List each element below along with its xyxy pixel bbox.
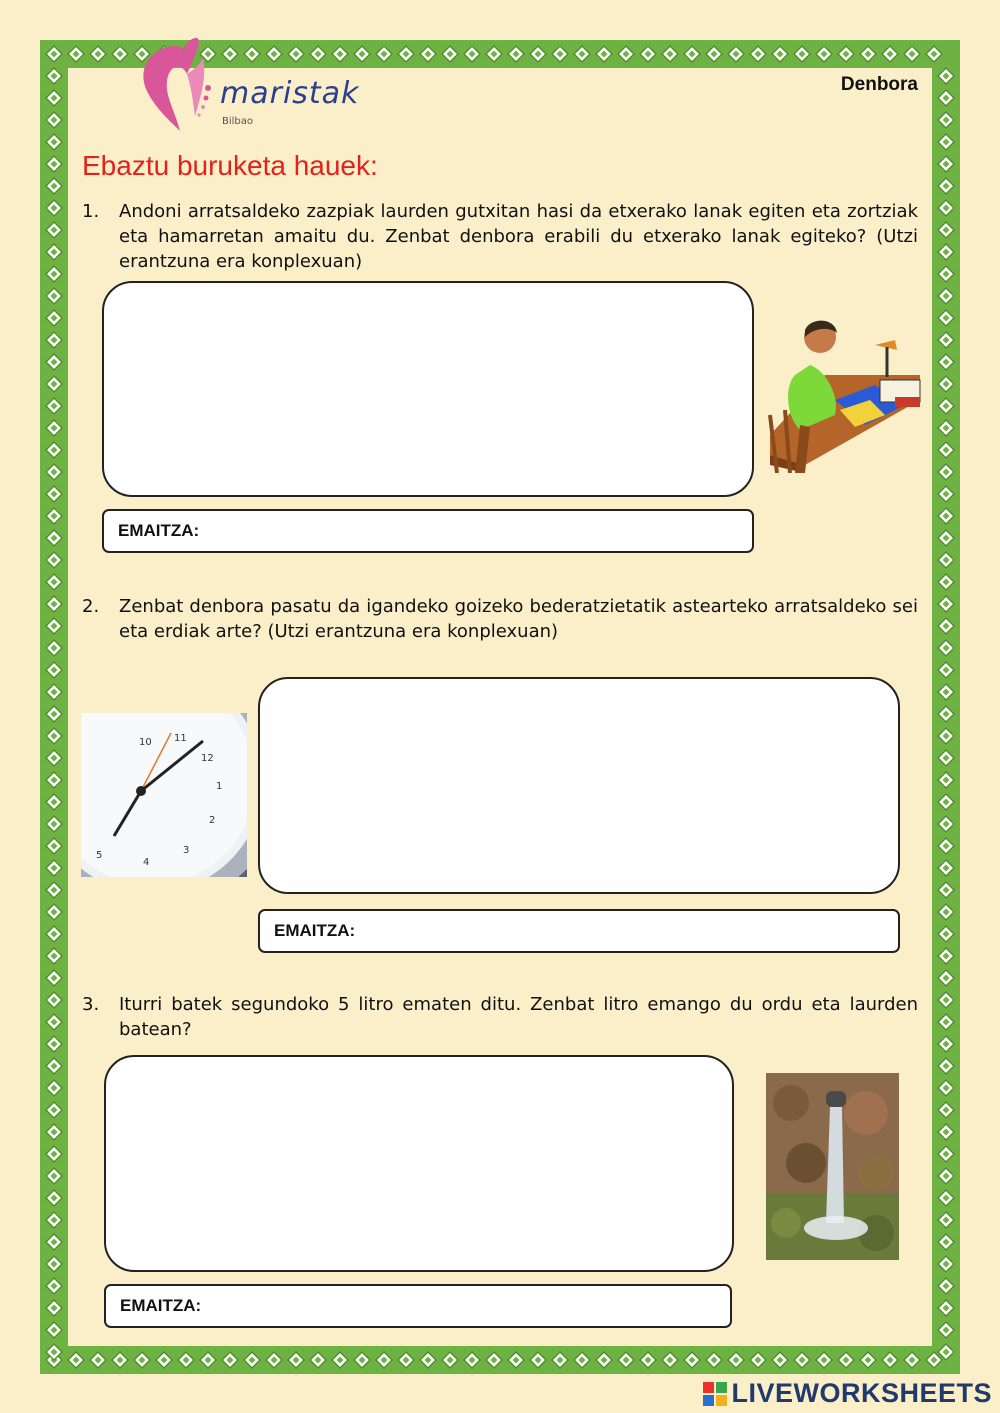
question-text: Andoni arratsaldeko zazpiak laurden gutxitan hasi da etxerako lanak egiten eta zortziak eta hamarretan amaitu du. Zenbat denbora erabili du etxerako lanak egiteko? (Utzi erantzuna era konplexuan) <box>119 201 918 272</box>
liveworksheets-logo <box>703 1378 992 1409</box>
answer-box-1[interactable] <box>102 281 754 497</box>
question-2 <box>82 594 918 644</box>
answer-box-3[interactable] <box>104 1055 734 1272</box>
svg-text:2: 2 <box>209 815 216 826</box>
question-text: Iturri batek segundoko 5 litro ematen ditu. Zenbat litro emango du ordu eta laurden batean? <box>119 994 918 1040</box>
water-fountain-icon <box>766 1073 899 1260</box>
question-3 <box>82 992 918 1042</box>
question-1 <box>82 199 918 274</box>
logo-wordmark: maristak <box>220 76 360 111</box>
svg-text:3: 3 <box>183 845 190 856</box>
svg-text:4: 4 <box>143 857 150 868</box>
question-number: 3. <box>82 994 100 1015</box>
svg-text:11: 11 <box>174 733 187 744</box>
question-text: Zenbat denbora pasatu da igandeko goizeko bederatzietatik astearteko arratsaldeko sei eta erdiak arte? (Utzi erantzuna era konplexuan) <box>119 596 918 642</box>
svg-text:12: 12 <box>201 753 214 764</box>
result-field-1[interactable] <box>102 509 754 553</box>
question-number: 2. <box>82 596 100 617</box>
liveworksheets-icon <box>703 1382 727 1406</box>
page-title: Ebaztu buruketa hauek: <box>82 150 378 181</box>
wall-clock-icon <box>81 713 247 877</box>
result-label: EMAITZA: <box>120 1296 202 1315</box>
result-label: EMAITZA: <box>118 521 200 540</box>
logo-subtext: Bilbao <box>222 116 254 127</box>
footer-brand: LIVEWORKSHEETS <box>731 1378 992 1408</box>
result-field-2[interactable] <box>258 909 900 953</box>
answer-box-2[interactable] <box>258 677 900 894</box>
result-field-3[interactable] <box>104 1284 732 1328</box>
question-number: 1. <box>82 201 100 222</box>
student-studying-icon <box>765 315 925 473</box>
svg-text:10: 10 <box>139 737 152 748</box>
topic-label: Denbora <box>840 74 918 95</box>
result-label: EMAITZA: <box>274 921 356 940</box>
svg-text:1: 1 <box>216 781 223 792</box>
svg-text:5: 5 <box>96 850 103 861</box>
